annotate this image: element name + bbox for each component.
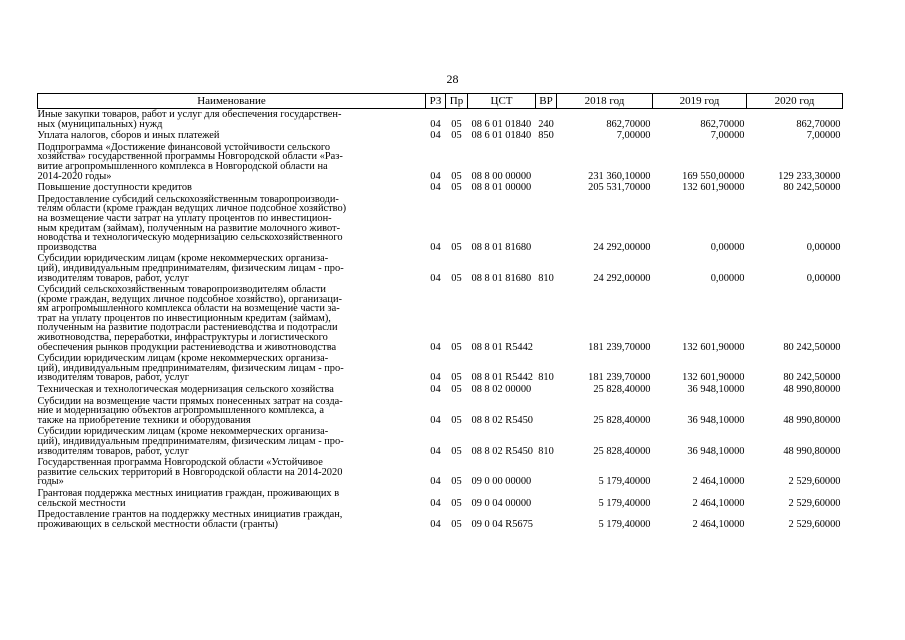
cell-rz: 04 <box>430 445 441 457</box>
cell-2019: 862,70000 <box>700 118 745 130</box>
name-line: также на приобретение техники и оборудования <box>37 414 251 426</box>
table-row <box>38 384 843 396</box>
budget-table <box>37 93 843 530</box>
header-2020: 2020 год <box>747 94 843 109</box>
name-line: ций), индивидуальным предпринимателям, физическим лицам - про- <box>37 362 344 374</box>
cell-2018: 24 292,00000 <box>593 241 651 253</box>
name-line: ям агропромышленного комплекса области на возмещение части за- <box>37 303 340 315</box>
header-2018: 2018 год <box>557 94 653 109</box>
cell-name <box>38 509 426 530</box>
cell-2020: 48 990,80000 <box>783 445 841 457</box>
cell-pr: 05 <box>451 414 462 426</box>
cell-2020: 7,00000 <box>806 130 841 142</box>
cell-pr: 05 <box>451 272 462 284</box>
table-row <box>38 182 843 194</box>
table-row <box>38 353 843 384</box>
cell-vr <box>536 509 557 530</box>
cell-cst: 08 6 01 01840 <box>471 130 532 142</box>
name-line: трат на уплату процентов по инвестиционным кредитам (займам), <box>37 312 331 324</box>
cell-cst: 08 8 01 81680 <box>471 241 532 253</box>
cell-cst: 08 8 00 00000 <box>471 170 532 182</box>
cell-pr: 05 <box>451 130 462 142</box>
cell-2018: 5 179,40000 <box>598 476 651 488</box>
cell-vr <box>536 142 557 182</box>
cell-pr: 05 <box>451 170 462 182</box>
cell-2018: 862,70000 <box>606 118 651 130</box>
cell-2020: 2 529,60000 <box>788 518 841 530</box>
name-line: витие агропромышленного комплекса в Новгородской области на <box>37 160 328 172</box>
cell-cst: 09 0 00 00000 <box>471 476 532 488</box>
cell-name <box>38 353 426 384</box>
name-line: Предоставление грантов на поддержку местных инициатив граждан, <box>37 509 343 521</box>
name-line: (кроме граждан, ведущих личное подсобное хозяйство), организаци- <box>37 293 342 305</box>
name-line: Техническая и технологическая модернизация сельского хозяйства <box>37 384 334 396</box>
header-vr: ВР <box>536 94 557 109</box>
cell-pr: 05 <box>451 476 462 488</box>
cell-2020: 0,00000 <box>806 241 841 253</box>
cell-vr <box>536 284 557 353</box>
table-row <box>38 130 843 142</box>
cell-2020: 129 233,30000 <box>778 170 841 182</box>
cell-cst: 08 8 02 R5450 <box>471 445 533 457</box>
cell-cst: 08 8 01 R5442 <box>471 341 533 353</box>
cell-rz: 04 <box>430 241 441 253</box>
table-row <box>38 253 843 284</box>
cell-2020: 80 242,50000 <box>783 372 841 384</box>
cell-name <box>38 396 426 427</box>
name-line: Субсидии юридическим лицам (кроме некоммерческих организа- <box>37 353 329 365</box>
name-line: Субсидии на возмещение части прямых понесенных затрат на созда- <box>37 395 343 407</box>
table-body <box>38 109 843 531</box>
name-line: обеспечения рынков продукции растениеводства и животноводства <box>37 341 337 353</box>
cell-pr: 05 <box>451 518 462 530</box>
cell-cst: 08 8 02 R5450 <box>471 414 533 426</box>
cell-2018: 25 828,40000 <box>593 445 651 457</box>
cell-vr: 810 <box>538 445 554 457</box>
cell-pr: 05 <box>451 445 462 457</box>
cell-2018: 25 828,40000 <box>593 384 651 396</box>
cell-cst: 09 0 04 R5675 <box>471 518 533 530</box>
cell-pr: 05 <box>451 384 462 396</box>
table-header-row <box>38 94 843 109</box>
cell-pr: 05 <box>451 497 462 509</box>
cell-name <box>38 284 426 353</box>
header-cst: ЦСТ <box>468 94 536 109</box>
cell-2020: 80 242,50000 <box>783 182 841 194</box>
cell-cst: 08 8 02 00000 <box>471 384 532 396</box>
cell-name <box>38 426 426 457</box>
table-row <box>38 284 843 353</box>
cell-cst: 08 8 01 81680 <box>471 272 532 284</box>
cell-2019: 2 464,10000 <box>692 518 745 530</box>
name-line: Подпрограмма «Достижение финансовой устойчивости сельского <box>37 141 331 153</box>
cell-rz: 04 <box>430 384 441 396</box>
cell-rz: 04 <box>430 476 441 488</box>
cell-name <box>38 194 426 254</box>
name-line: ций), индивидуальным предпринимателям, физическим лицам - про- <box>37 262 344 274</box>
cell-2019: 2 464,10000 <box>692 476 745 488</box>
name-line: хозяйства» государственной программы Новгородской области «Раз- <box>37 151 343 163</box>
table-row <box>38 509 843 530</box>
cell-name <box>38 488 426 509</box>
cell-name <box>38 457 426 488</box>
name-line: изводителям товаров, работ, услуг <box>37 445 190 457</box>
cell-name <box>38 182 426 194</box>
cell-pr: 05 <box>451 241 462 253</box>
cell-vr <box>536 457 557 488</box>
name-line: Повышение доступности кредитов <box>37 182 192 194</box>
cell-pr: 05 <box>451 341 462 353</box>
cell-2019: 36 948,10000 <box>687 384 745 396</box>
name-line: сельской местности <box>37 497 126 509</box>
page-number: 28 <box>446 72 459 86</box>
cell-rz: 04 <box>430 497 441 509</box>
cell-rz: 04 <box>430 118 441 130</box>
cell-name <box>38 253 426 284</box>
cell-pr: 05 <box>451 182 462 194</box>
cell-2019: 36 948,10000 <box>687 414 745 426</box>
table-row <box>38 488 843 509</box>
cell-vr <box>536 194 557 254</box>
name-line: Иные закупки товаров, работ и услуг для обеспечения государствен- <box>37 109 342 120</box>
name-line: Государственная программа Новгородской области «Устойчивое <box>37 457 323 469</box>
name-line: производства <box>37 241 97 253</box>
name-line: Субсидии юридическим лицам (кроме некоммерческих организа- <box>37 253 329 265</box>
table-row <box>38 426 843 457</box>
name-line: Субсидий сельскохозяйственным товаропроизводителям области <box>37 284 326 296</box>
cell-vr <box>536 182 557 194</box>
name-line: полученным на развитие подотрасли растениеводства и подотрасли <box>37 322 338 334</box>
cell-vr: 850 <box>538 130 554 142</box>
table-row <box>38 109 843 131</box>
cell-rz: 04 <box>430 414 441 426</box>
cell-2019: 132 601,90000 <box>682 341 745 353</box>
cell-vr: 810 <box>538 372 554 384</box>
cell-name <box>38 142 426 182</box>
cell-2018: 24 292,00000 <box>593 272 651 284</box>
cell-vr <box>536 396 557 427</box>
cell-2019: 7,00000 <box>710 130 745 142</box>
cell-2020: 862,70000 <box>796 118 841 130</box>
cell-2020: 48 990,80000 <box>783 414 841 426</box>
cell-rz: 04 <box>430 182 441 194</box>
cell-2018: 5 179,40000 <box>598 518 651 530</box>
cell-2019: 0,00000 <box>710 272 745 284</box>
cell-rz: 04 <box>430 272 441 284</box>
name-line: ние и модернизацию объектов агропромышленного комплекса, а <box>37 405 324 417</box>
name-line: 2014-2020 годы» <box>37 170 112 182</box>
name-line: новодства и технологическую модернизацию сельскохозяйственного <box>37 232 343 244</box>
cell-2018: 5 179,40000 <box>598 497 651 509</box>
cell-cst: 09 0 04 00000 <box>471 497 532 509</box>
name-line: изводителям товаров, работ, услуг <box>37 272 190 284</box>
cell-2020: 0,00000 <box>806 272 841 284</box>
name-line: изводителям товаров, работ, услуг <box>37 372 190 384</box>
table-row <box>38 457 843 488</box>
name-line: проживающих в сельской местности области (гранты) <box>37 518 279 530</box>
cell-rz: 04 <box>430 130 441 142</box>
name-line: Грантовая поддержка местных инициатив граждан, проживающих в <box>37 487 340 499</box>
header-rz: РЗ <box>426 94 446 109</box>
name-line: на возмещение части затрат на уплату процентов по инвестицион- <box>37 212 332 224</box>
cell-pr: 05 <box>451 118 462 130</box>
cell-2018: 25 828,40000 <box>593 414 651 426</box>
cell-vr <box>536 488 557 509</box>
cell-pr: 05 <box>451 372 462 384</box>
cell-cst: 08 8 01 R5442 <box>471 372 533 384</box>
cell-2018: 231 360,10000 <box>588 170 651 182</box>
name-line: Субсидии юридическим лицам (кроме некоммерческих организа- <box>37 426 329 438</box>
name-line: животноводства, переработки, инфраструктуры и логистического <box>37 332 328 344</box>
cell-2020: 2 529,60000 <box>788 497 841 509</box>
cell-2019: 0,00000 <box>710 241 745 253</box>
cell-2019: 132 601,90000 <box>682 372 745 384</box>
table-row <box>38 194 843 254</box>
table-row <box>38 396 843 427</box>
cell-2018: 205 531,70000 <box>588 182 651 194</box>
name-line: ций), индивидуальным предпринимателям, физическим лицам - про- <box>37 436 344 447</box>
cell-rz: 04 <box>430 341 441 353</box>
name-line: ных (муниципальных) нужд <box>37 118 163 130</box>
cell-cst: 08 6 01 01840 <box>471 118 532 130</box>
cell-rz: 04 <box>430 372 441 384</box>
table-row <box>38 142 843 182</box>
name-line: годы» <box>37 476 64 488</box>
name-line: Уплата налогов, сборов и иных платежей <box>37 130 220 142</box>
name-line: Предоставление субсидий сельскохозяйственным товаропроизводи- <box>37 193 339 205</box>
header-2019: 2019 год <box>653 94 747 109</box>
cell-2018: 181 239,70000 <box>588 372 651 384</box>
cell-vr: 240 <box>538 118 554 130</box>
cell-2019: 169 550,00000 <box>682 170 745 182</box>
cell-2019: 132 601,90000 <box>682 182 745 194</box>
cell-rz: 04 <box>430 518 441 530</box>
cell-vr <box>536 384 557 396</box>
cell-2018: 7,00000 <box>616 130 651 142</box>
cell-cst: 08 8 01 00000 <box>471 182 532 194</box>
cell-2020: 80 242,50000 <box>783 341 841 353</box>
header-pr: Пр <box>446 94 468 109</box>
cell-2020: 2 529,60000 <box>788 476 841 488</box>
cell-2020: 48 990,80000 <box>783 384 841 396</box>
cell-name <box>38 109 426 131</box>
cell-vr: 810 <box>538 272 554 284</box>
cell-2018: 181 239,70000 <box>588 341 651 353</box>
header-name: Наименование <box>38 94 426 109</box>
cell-name <box>38 130 426 142</box>
name-line: развитие сельских территорий в Новгородской области на 2014-2020 <box>37 466 343 478</box>
cell-rz: 04 <box>430 170 441 182</box>
name-line: телям области (кроме граждан ведущих личное подсобное хозяйство) <box>37 203 347 215</box>
cell-2019: 36 948,10000 <box>687 445 745 457</box>
cell-2019: 2 464,10000 <box>692 497 745 509</box>
name-line: ным кредитам (займам), полученным на развитие молочного живот- <box>37 222 341 234</box>
cell-name <box>38 384 426 396</box>
